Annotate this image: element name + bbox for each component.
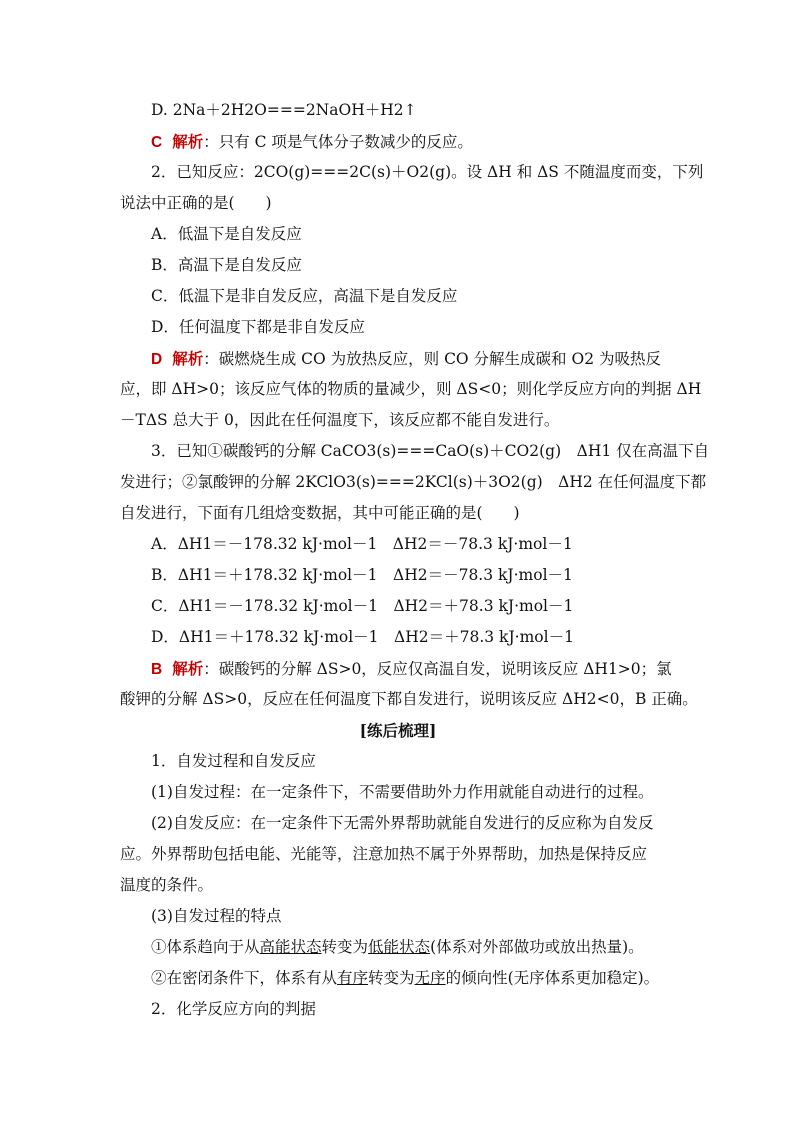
summary-s1-p3-item2: ②在密闭条件下，体系有从有序转变为无序的倾向性(无序体系更加稳定)。 [151, 969, 660, 987]
q3-answer: B [151, 661, 163, 678]
underlined-term: 低能状态 [368, 938, 431, 956]
q3-stem-line2: 发进行；②氯酸钾的分解 2KClO3(s)===2KCl(s)＋3O2(g) ΔH2 在任何温度下都 [120, 473, 707, 491]
q1-analysis-tag: 解析 [172, 132, 204, 151]
q2-analysis-line2: 应，即 ΔH>0；该反应气体的物质的量减少，则 ΔS<0；则化学反应方向的判据 ΔH [120, 380, 702, 398]
summary-s1-p2-line1: (2)自发反应：在一定条件下无需外界帮助就能自发进行的反应称为自发反 [151, 814, 654, 832]
q2-analysis-line3: －TΔS 总大于 0，因此在任何温度下，该反应都不能自发进行。 [120, 411, 560, 429]
summary-section1-title: 1．自发过程和自发反应 [151, 752, 316, 770]
underlined-term: 无序 [414, 969, 446, 987]
underlined-term: 有序 [337, 969, 369, 987]
q3-option-b: B．ΔH1＝＋178.32 kJ·mol－1 ΔH2＝－78.3 kJ·mol－1 [151, 566, 573, 584]
q2-stem-line2: 说法中正确的是( ) [120, 194, 272, 212]
q2-stem-line1: 2．已知反应：2CO(g)===2C(s)＋O2(g)。设 ΔH 和 ΔS 不随温度而变，下列 [151, 163, 704, 181]
q1-analysis [120, 126, 676, 157]
q1-answer: C [151, 134, 163, 151]
underlined-term: 高能状态 [259, 938, 322, 956]
summary-s1-p1: (1)自发过程：在一定条件下，不需要借助外力作用就能自动进行的过程。 [151, 783, 654, 801]
q1-option-d: D. 2Na＋2H2O===2NaOH＋H2↑ [151, 101, 417, 119]
q3-stem-line1: 3．已知①碳酸钙的分解 CaCO3(s)===CaO(s)＋CO2(g) ΔH1 仅在高温下自 [151, 442, 710, 460]
q3-option-d: D．ΔH1＝＋178.32 kJ·mol－1 ΔH2＝＋78.3 kJ·mol－1 [151, 628, 574, 646]
q1-analysis-text: ：只有 C 项是气体分子数减少的反应。 [203, 133, 473, 151]
q3-stem-line3: 自发进行，下面有几组焓变数据，其中可能正确的是( ) [120, 504, 520, 522]
q2-option-b: B．高温下是自发反应 [151, 256, 302, 274]
q2-option-a: A．低温下是自发反应 [151, 225, 302, 243]
summary-s1-p3-item1: ①体系趋向于从高能状态转变为低能状态(体系对外部做功或放出热量)。 [151, 938, 644, 956]
q3-option-c: C．ΔH1＝－178.32 kJ·mol－1 ΔH2＝＋78.3 kJ·mol－1 [151, 597, 574, 615]
document-content [120, 95, 710, 1025]
q2-option-d: D．任何温度下都是非自发反应 [151, 318, 365, 336]
summary-section2-title: 2．化学反应方向的判据 [151, 1000, 316, 1018]
q2-answer: D [151, 351, 163, 368]
summary-heading: [练后梳理] [359, 721, 437, 740]
q3-analysis-tag: 解析 [172, 659, 204, 678]
summary-s1-p3: (3)自发过程的特点 [151, 907, 282, 925]
q2-option-c: C．低温下是非自发反应，高温下是自发反应 [151, 287, 458, 305]
q3-analysis-line2: 酸钾的分解 ΔS>0，反应在任何温度下都自发进行，说明该反应 ΔH2<0，B 正确。 [120, 690, 698, 708]
q2-analysis-tag: 解析 [172, 349, 204, 368]
q3-analysis-line1: B 解析：碳酸钙的分解 ΔS>0，反应仅高温自发，说明该反应 ΔH1>0；氯 [151, 659, 672, 678]
q2-analysis-line1: D 解析：碳燃烧生成 CO 为放热反应，则 CO 分解生成碳和 O2 为吸热反 [151, 349, 661, 368]
summary-s1-p2-line3: 温度的条件。 [120, 876, 214, 894]
q3-option-a: A．ΔH1＝－178.32 kJ·mol－1 ΔH2＝－78.3 kJ·mol－1 [151, 535, 573, 553]
summary-s1-p2-line2: 应。外界帮助包括电能、光能等，注意加热不属于外界帮助，加热是保持反应 [120, 845, 648, 863]
q1-option-d-text: 2Na＋2H2O===2NaOH＋H2↑ [172, 101, 417, 119]
